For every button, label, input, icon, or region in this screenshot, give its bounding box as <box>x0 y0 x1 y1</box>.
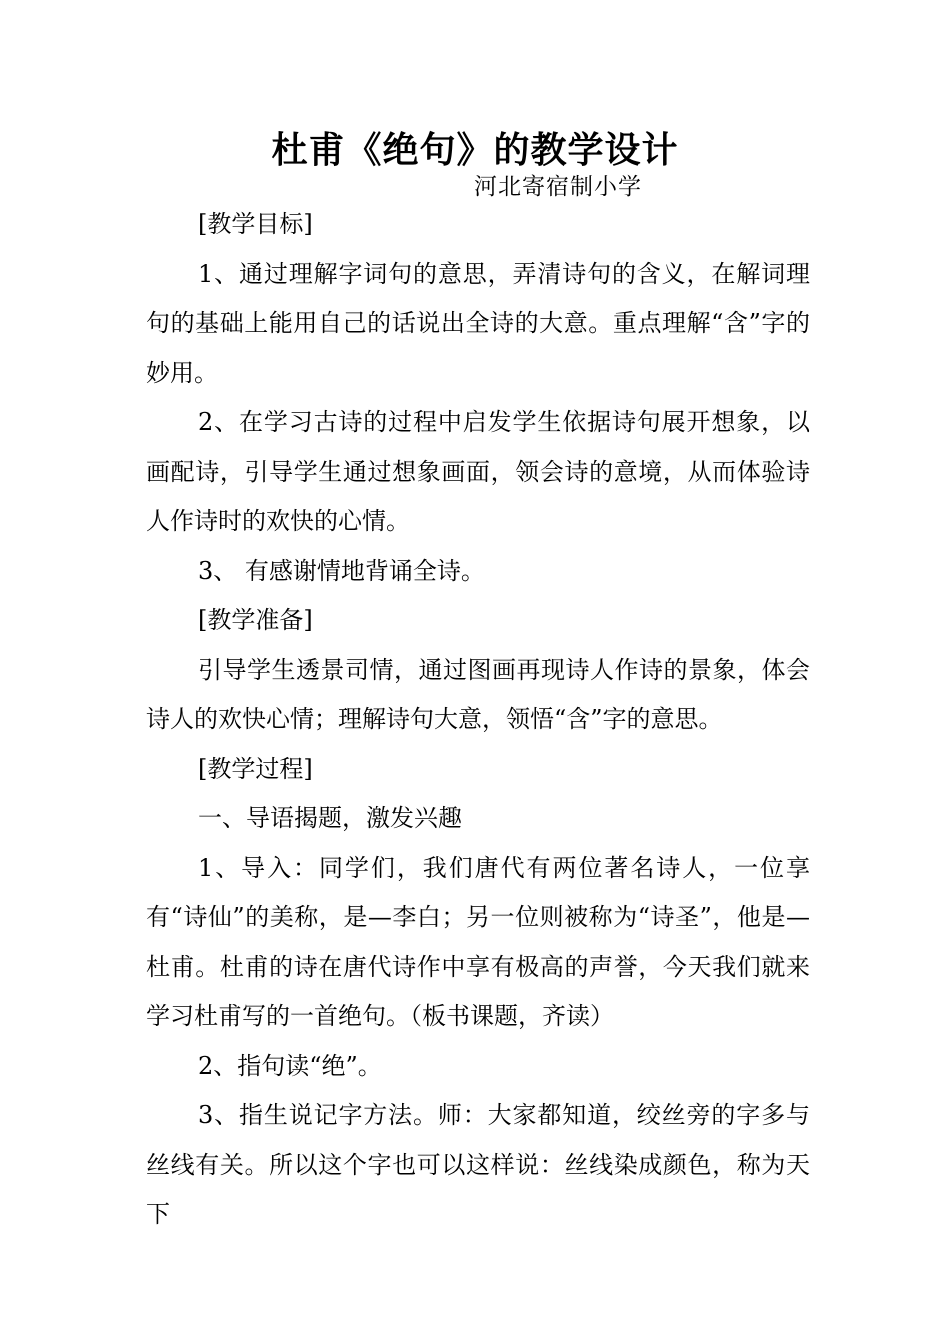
step-1-item-1: 1、导入：同学们，我们唐代有两位著名诗人，一位享有“诗仙”的美称，是—李白；另一位则被称为“诗圣”，他是—杜甫。杜甫的诗在唐代诗作中享有极高的声誉，今天我们就来学习杜甫写的一首绝句。（板书课题，齐读） <box>146 853 810 1030</box>
goal-item-2: 2、在学习古诗的过程中启发学生依据诗句展开想象，以画配诗，引导学生通过想象画面，领会诗的意境，从而体验诗人作诗时的欢快的心情。 <box>146 408 810 535</box>
preparation-text: 引导学生透景司情，通过图画再现诗人作诗的景象，体会诗人的欢快心情；理解诗句大意，领悟“含”字的意思。 <box>146 655 810 733</box>
goal-item-1: 1、通过理解字词句的意思，弄清诗句的含义，在解词理句的基础上能用自己的话说出全诗的大意。重点理解“含”字的妙用。 <box>146 259 810 387</box>
section-heading-process: [教学过程] <box>198 754 313 783</box>
section-heading-goals: [教学目标] <box>198 210 313 238</box>
goal-item-3: 3、 有感谢情地背诵全诗。 <box>198 556 485 585</box>
document-body <box>146 200 810 1240</box>
section-heading-preparation: [教学准备] <box>198 606 313 634</box>
document-author: 河北寄宿制小学 <box>474 174 642 200</box>
document-title: 杜甫《绝句》的教学设计 <box>271 130 679 171</box>
step-1-item-3: 3、指生说记字方法。师：大家都知道，绞丝旁的字多与丝线有关。所以这个字也可以这样说：丝线染成颜色，称为天下 <box>146 1101 810 1228</box>
step-1-item-2: 2、指句读“绝”。 <box>198 1051 382 1080</box>
step-1-heading: 一、导语揭题，激发兴趣 <box>198 804 462 832</box>
